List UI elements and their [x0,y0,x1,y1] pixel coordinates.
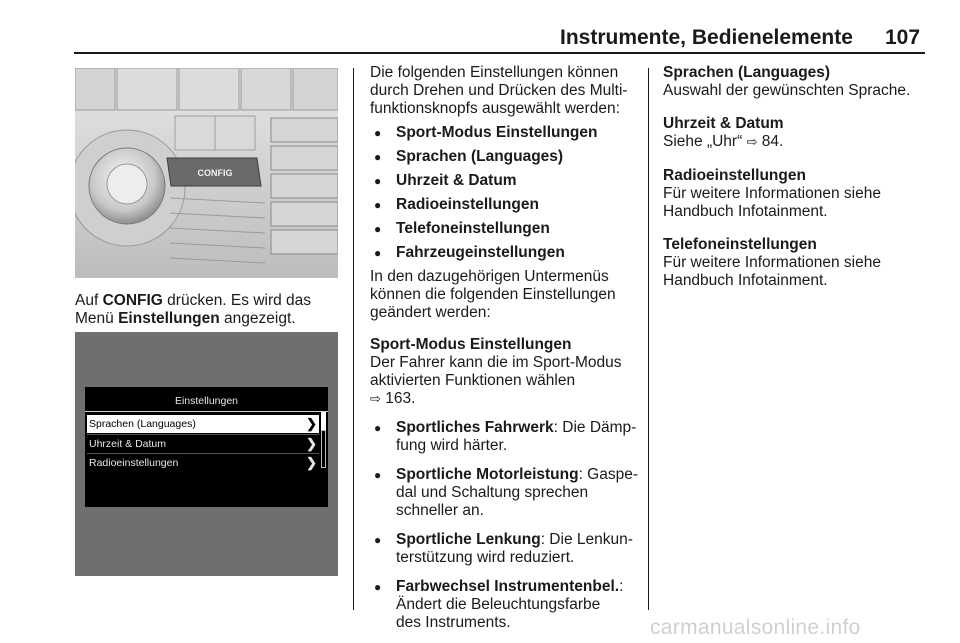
column-divider-2 [648,68,649,610]
sport-option-name: Sportliches Fahrwerk [396,419,554,436]
caption-run: Menü [75,310,119,327]
sport-option [370,578,640,632]
sport-option-desc: Ändert die Beleuchtungsfarbe [396,596,601,613]
section-heading: Telefoneinstellungen [663,236,817,253]
section-line: Handbuch Infotainment. [663,203,828,220]
chevron-right-icon: ❯ [306,416,317,431]
menu-item[interactable] [87,453,319,471]
config-button-label: CONFIG [197,168,233,178]
sport-option [370,531,640,567]
chevron-right-icon: ❯ [306,436,317,451]
intro-line: funktionsknopfs ausgewählt werden: [370,100,620,117]
sport-ref-line [370,390,640,409]
watermark: carmanualsonline.info [650,616,861,639]
reference-arrow-icon: ⇨ [370,392,381,407]
sport-option-name: Farbwechsel Instrumentenbel. [396,578,620,595]
column-3 [663,64,933,305]
section-heading: Uhrzeit & Datum [663,115,784,132]
column-divider-1 [353,68,354,610]
section-line: Für weitere Informationen siehe [663,185,881,202]
after-line: In den dazugehörigen Untermenüs [370,268,609,285]
column-2 [370,64,640,643]
menu-item-label: Uhrzeit & Datum [89,438,167,450]
caption-run: CONFIG [102,292,163,309]
menu-item-label: Sprachen (Languages) [89,418,196,430]
caption-run: drücken. Es wird das [162,292,312,309]
chevron-right-icon: ❯ [306,455,317,470]
bullet-item: ● Fahrzeugeinstellungen [370,244,640,268]
reference-arrow-icon: ⇨ [746,135,758,150]
settings-section [663,115,933,152]
intro-line: durch Drehen und Drücken des Multi- [370,82,628,99]
sport-text-line: aktivierten Funktionen wählen [370,372,576,389]
settings-menu-screen [75,332,338,576]
menu-item-label: Radioeinstellungen [89,457,179,469]
display-panel [85,387,328,507]
bullet-item: ● Sport-Modus Einstellungen [370,124,640,148]
page-reference: 84. [757,133,784,150]
section-heading: Radioeinstellungen [663,167,806,184]
section-line: Handbuch Infotainment. [663,272,828,289]
caption-run: Einstellungen [118,310,220,327]
after-line: können die folgenden Einstellungen [370,286,616,303]
sport-option-desc: fung wird härter. [396,437,508,454]
bullet-item: ● Sprachen (Languages) [370,148,640,172]
sport-option-name: Sportliche Motorleistung [396,466,579,483]
caption-line-1 [75,292,340,310]
sport-option-desc: dal und Schaltung sprechen [396,484,589,501]
bullet-item: ● Telefoneinstellungen [370,220,640,244]
sport-option [370,419,640,455]
scrollbar-track[interactable] [321,430,326,468]
scrollbar-thumb[interactable] [321,412,326,430]
config-button-photo [75,68,338,278]
sport-option-desc: : Die Dämp- [553,419,637,436]
sport-option-desc: : Gaspe- [578,466,639,483]
section-text: Siehe „Uhr“ [663,133,747,150]
section-line: Auswahl der gewünschten Sprache. [663,82,911,99]
settings-section [663,236,933,290]
menu-title-rule [85,411,328,412]
page-title: Instrumente, Bedienelemente [560,26,853,49]
caption-line-2 [75,310,340,328]
dashboard-illustration [75,68,338,278]
sport-heading: Sport-Modus Einstellungen [370,336,572,353]
menu-item[interactable] [87,434,319,452]
caption-run: angezeigt. [219,310,296,327]
bullet-item: ● Uhrzeit & Datum [370,172,640,196]
sport-text-line: Der Fahrer kann die im Sport-Modus [370,354,622,371]
column-1-caption [75,292,340,328]
menu-item[interactable] [87,415,319,433]
sport-option-desc: : [619,578,624,595]
settings-section [663,64,933,100]
settings-bullet-list [370,124,640,268]
settings-section [663,167,933,221]
intro-line: Die folgenden Einstellungen können [370,64,619,81]
menu-title: Einstellungen [174,395,239,407]
page-number: 107 [885,26,921,49]
bullet-item: ● Radioeinstellungen [370,196,640,220]
sport-option-desc: schneller an. [396,502,484,519]
section-line: Für weitere Informationen siehe [663,254,881,271]
page-reference: 163. [380,390,416,407]
section-line [663,133,933,152]
sport-option-desc: : Die Lenkun- [540,531,633,548]
sport-options-list [370,419,640,632]
header-rule [74,52,925,54]
section-heading: Sprachen (Languages) [663,64,831,81]
after-line: geändert werden: [370,304,491,321]
sport-option-desc: des Instruments. [396,614,511,631]
sport-option-name: Sportliche Lenkung [396,531,541,548]
sport-option [370,466,640,520]
sport-option-desc: terstützung wird reduziert. [396,549,575,566]
caption-run: Auf [75,292,103,309]
